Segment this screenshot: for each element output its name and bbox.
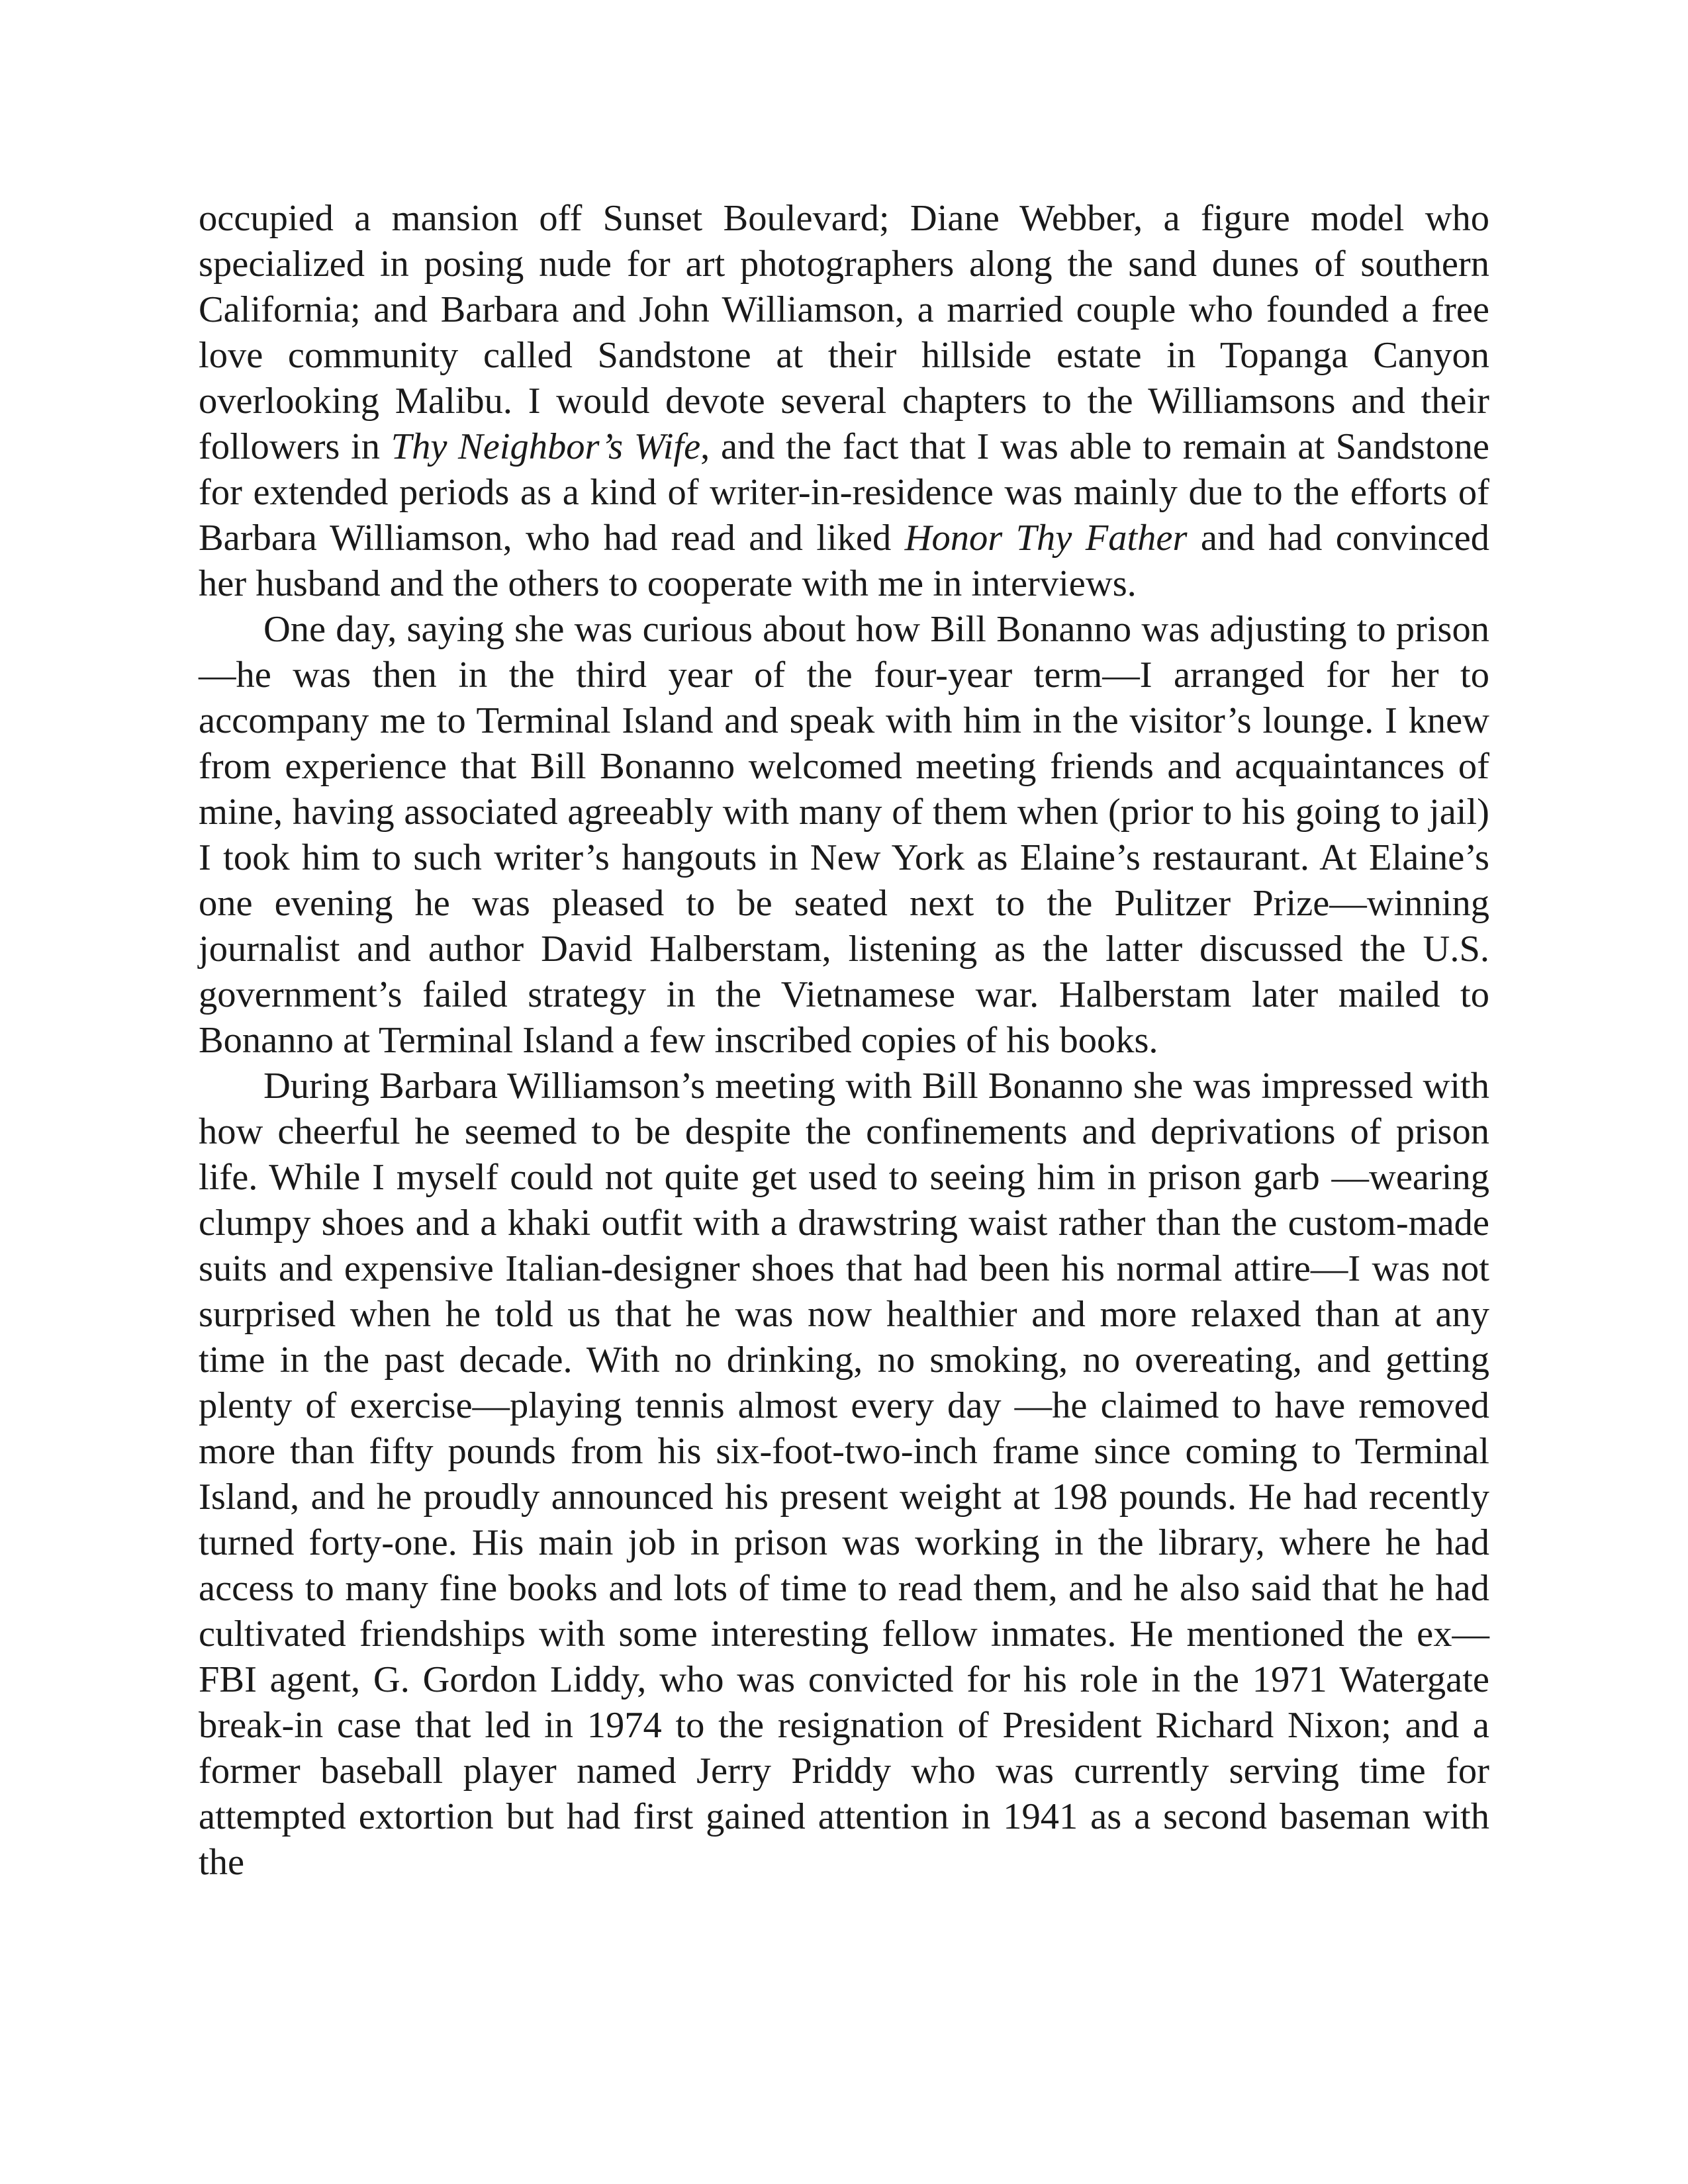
paragraph: [199, 196, 1489, 607]
paragraph: [199, 1064, 1489, 1886]
book-title: Thy Neighbor’s Wife: [391, 426, 701, 467]
paragraph-text: and had convinced her husband and the others to cooperate with me in interviews.: [199, 518, 1489, 604]
paragraph-text: occupied a mansion off Sunset Boulevard; Diane Webber, a figure model who specialized in posing nude for art photographers along the sand dunes of southern California; and Barbara and John Williamson, a married couple who founded a free love community called Sandstone at their hillside estate in Topanga Canyon overlooking Malibu. I would devote several chapters to the Williamsons and their followers in: [199, 198, 1489, 467]
book-title: Honor Thy Father: [904, 518, 1188, 559]
paragraph-text: , and the fact that I was able to remain at Sandstone for extended periods as a kind of writer-in-residence was mainly due to the efforts of Barbara Williamson, who had read and liked: [199, 426, 1490, 559]
paragraph-text: One day, saying she was curious about how Bill Bonanno was adjusting to prison—he was then in the third year of the four-year term—I arranged for her to accompany me to Terminal Island and speak with him in the visitor’s lounge. I knew from experience that Bill Bonanno welcomed meeting friends and acquaintances of mine, having associated agreeably with many of them when (prior to his going to jail) I took him to such writer’s hangouts in New York as Elaine’s restaurant. At Elaine’s one evening he was pleased to be seated next to the Pulitzer Prize—winning journalist and author David Halberstam, listening as the latter discussed the U.S. government’s failed strategy in the Vietnamese war. Halberstam later mailed to Bonanno at Terminal Island a few inscribed copies of his books.: [199, 609, 1489, 1061]
paragraph: [199, 607, 1489, 1064]
document-page: [199, 196, 1489, 1886]
paragraph-text: During Barbara Williamson’s meeting with Bill Bonanno she was impressed with how cheerful he seemed to be despite the confinements and deprivations of prison life. While I myself could not quite get used to seeing him in prison garb —wearing clumpy shoes and a khaki outfit with a drawstring waist rather than the custom-made suits and expensive Italian-designer shoes that had been his normal attire—I was not surprised when he told us that he was now healthier and more relaxed than at any time in the past decade. With no drinking, no smoking, no overeating, and getting plenty of exercise—playing tennis almost every day —he claimed to have removed more than fifty pounds from his six-foot-two-inch frame since coming to Terminal Island, and he proudly announced his present weight at 198 pounds. He had recently turned forty-one. His main job in prison was working in the library, where he had access to many fine books and lots of time to read them, and he also said that he had cultivated friendships with some interesting fellow inmates. He mentioned the ex—FBI agent, G. Gordon Liddy, who was convicted for his role in the 1971 Watergate break-in case that led in 1974 to the resignation of President Richard Nixon; and a former baseball player named Jerry Priddy who was currently serving time for attempted extortion but had first gained attention in 1941 as a second baseman with the: [199, 1066, 1489, 1883]
